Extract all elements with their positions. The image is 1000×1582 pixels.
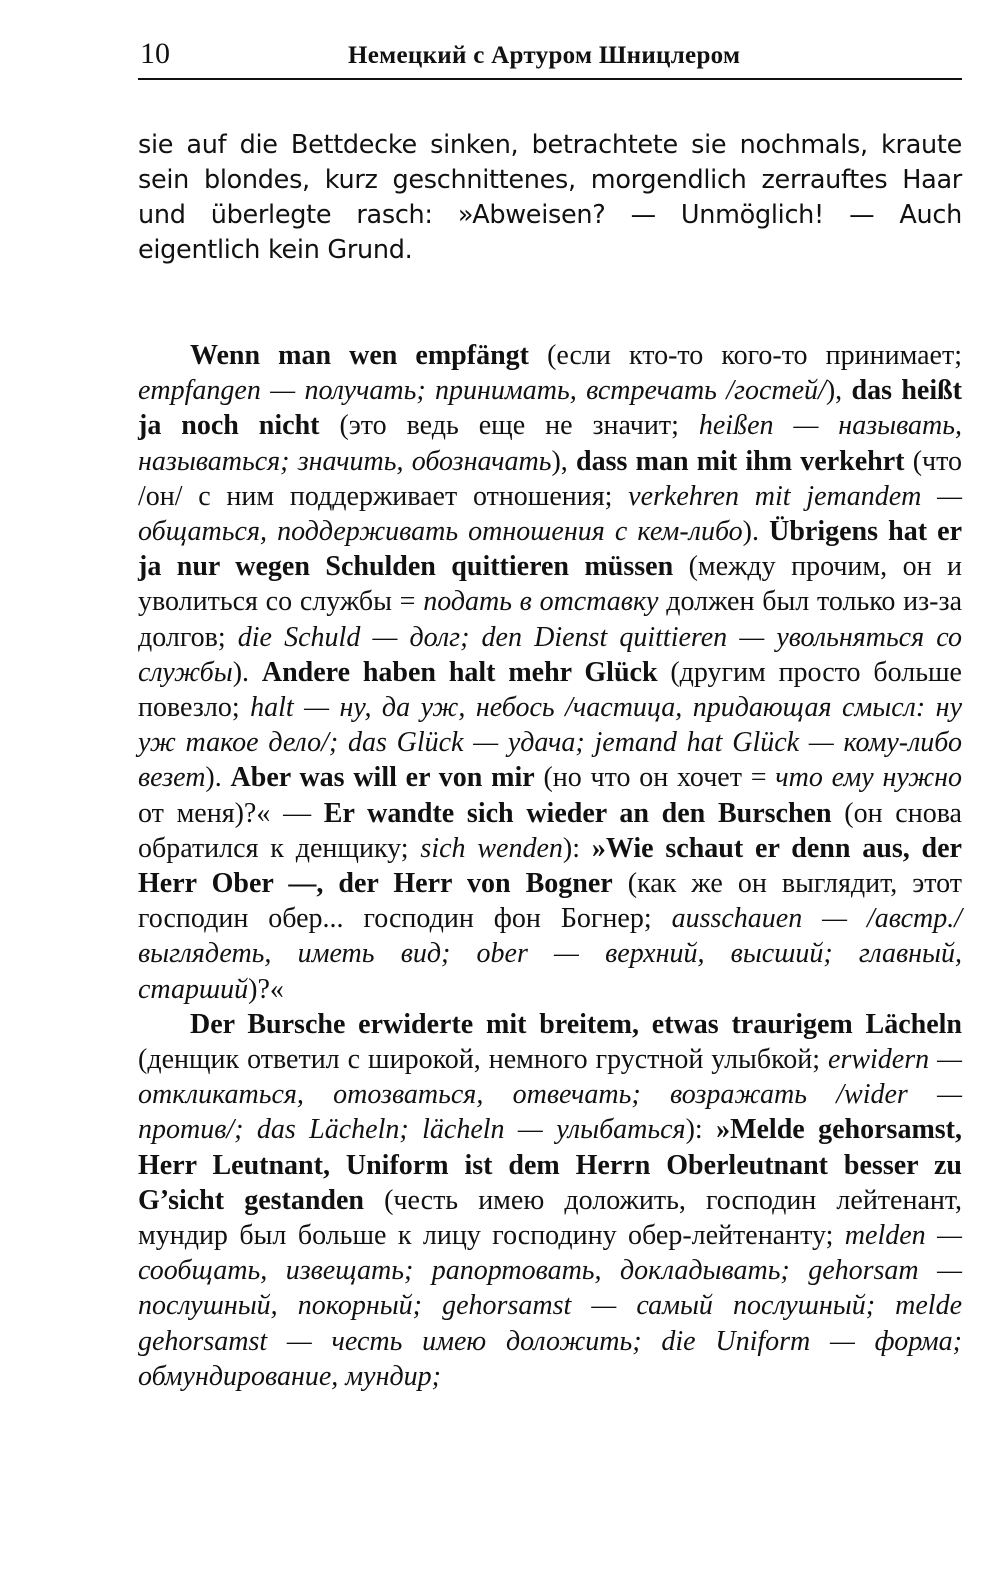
italic-text-segment: melden — сообщать, извещать; рапортовать, докладывать; gehorsam — послушный, покорный; gehorsamst — самый послушный; melde gehorsamst — честь имею доложить; die Uniform — форма; обмундирование, мундир; (138, 1220, 962, 1392)
bold-text-segment: Aber was will er von mir (230, 762, 535, 794)
normal-text-segment: (денщик ответил с широкой, немного грустной улыбкой; (138, 1044, 829, 1076)
book-page (138, 0, 962, 1582)
normal-text-segment: (он снова обратился к денщику; (138, 797, 962, 864)
normal-text-segment: ), (551, 445, 577, 477)
normal-text-segment: ): (685, 1114, 717, 1146)
page-number: 10 (140, 37, 170, 70)
bold-text-segment: »Melde gehorsamst, Herr Leutnant, Uniform ist dem Herrn Oberleutnant besser zu G’sicht gestanden (138, 1114, 962, 1216)
commentary-paragraph-1 (138, 338, 962, 1007)
normal-text-segment: (что /он/ с ним поддерживает отношения; (138, 445, 963, 512)
bold-text-segment: Andere haben halt mehr Glück (261, 656, 658, 688)
bold-text-segment: Wenn man wen empfängt (190, 340, 529, 371)
normal-text-segment: (между прочим, он и уволиться со службы = (138, 551, 962, 618)
original-text-excerpt: sie auf die Bettdecke sinken, betrachtete sie nochmals, kraute sein blondes, kurz geschnittenes, morgendlich zerrauftes Haar und überlegte rasch: »Abweisen? — Unmöglich! — Auch eigentlich kein Grund. (138, 130, 962, 265)
normal-text-segment: ): (562, 832, 592, 864)
italic-text-segment: sich wenden (420, 832, 563, 864)
normal-text-segment: от меня)?« — (138, 797, 324, 829)
italic-text-segment: empfangen — получать; принимать, встречать /гостей/ (138, 375, 826, 407)
italic-text-segment: halt — ну, да уж, небось /частица, придающая смысл: ну уж такое дело/; das Glück — удача; jemand hat Glück — кому-либо везет (138, 692, 962, 794)
italic-text-segment: erwidern — откликаться, отозваться, отвечать; возражать /wider — против/; das Lächeln; lächeln — улыбаться (138, 1044, 963, 1146)
bold-text-segment: das heißt ja noch nicht (138, 375, 963, 442)
italic-text-segment: heißen — называть, называться; значить, обозначать (138, 410, 963, 477)
normal-text-segment: (другим просто больше повезло; (138, 656, 962, 724)
normal-text-segment: )?« (248, 973, 284, 1005)
italic-text-segment: die Schuld — долг; den Dienst quittieren — увольняться со службы (138, 621, 962, 688)
italic-text-segment: что ему нужно (775, 762, 963, 794)
normal-text-segment: (если кто-то кого-то принимает; (528, 340, 962, 371)
normal-text-segment: (честь имею доложить, господин лейтенант, мундир был больше к лицу господину обер-лейтенанту; (138, 1184, 962, 1252)
bold-text-segment: Übrigens hat er ja nur wegen Schulden quittieren müssen (138, 516, 963, 583)
bold-text-segment: Der Bursche erwiderte mit breitem, etwas traurigem Lächeln (190, 1008, 962, 1040)
normal-text-segment: ). (742, 516, 770, 548)
commentary-block (138, 338, 962, 1394)
normal-text-segment: ), (825, 375, 852, 407)
bold-text-segment: Er wandte sich wieder an den Burschen (323, 797, 832, 829)
bold-text-segment: »Wie schaut er denn aus, der Herr Ober —, der Herr von Bogner (138, 832, 962, 900)
italic-text-segment: ausschauen — /австр./ выглядеть, иметь вид; ober — верхний, высший; главный, старший (138, 903, 963, 1005)
running-title: Немецкий с Артуром Шницлером (348, 42, 741, 69)
bold-text-segment: dass man mit ihm verkehrt (576, 445, 905, 477)
normal-text-segment: ). (232, 656, 262, 688)
italic-text-segment: подать в отставку (423, 586, 659, 618)
italic-text-segment: verkehren mit jemandem — общаться, поддерживать отношения с кем-либо (138, 480, 962, 548)
commentary-paragraph-2 (138, 1007, 962, 1394)
normal-text-segment: (это ведь еще не значит; (319, 410, 699, 442)
normal-text-segment: ). (205, 762, 231, 794)
normal-text-segment: должен был только из-за долгов; (138, 586, 962, 653)
normal-text-segment: (как же он выглядит, этот господин обер... господин фон Богнер; (138, 868, 963, 935)
normal-text-segment: (но что он хочет = (534, 762, 776, 794)
page-header (138, 34, 962, 80)
